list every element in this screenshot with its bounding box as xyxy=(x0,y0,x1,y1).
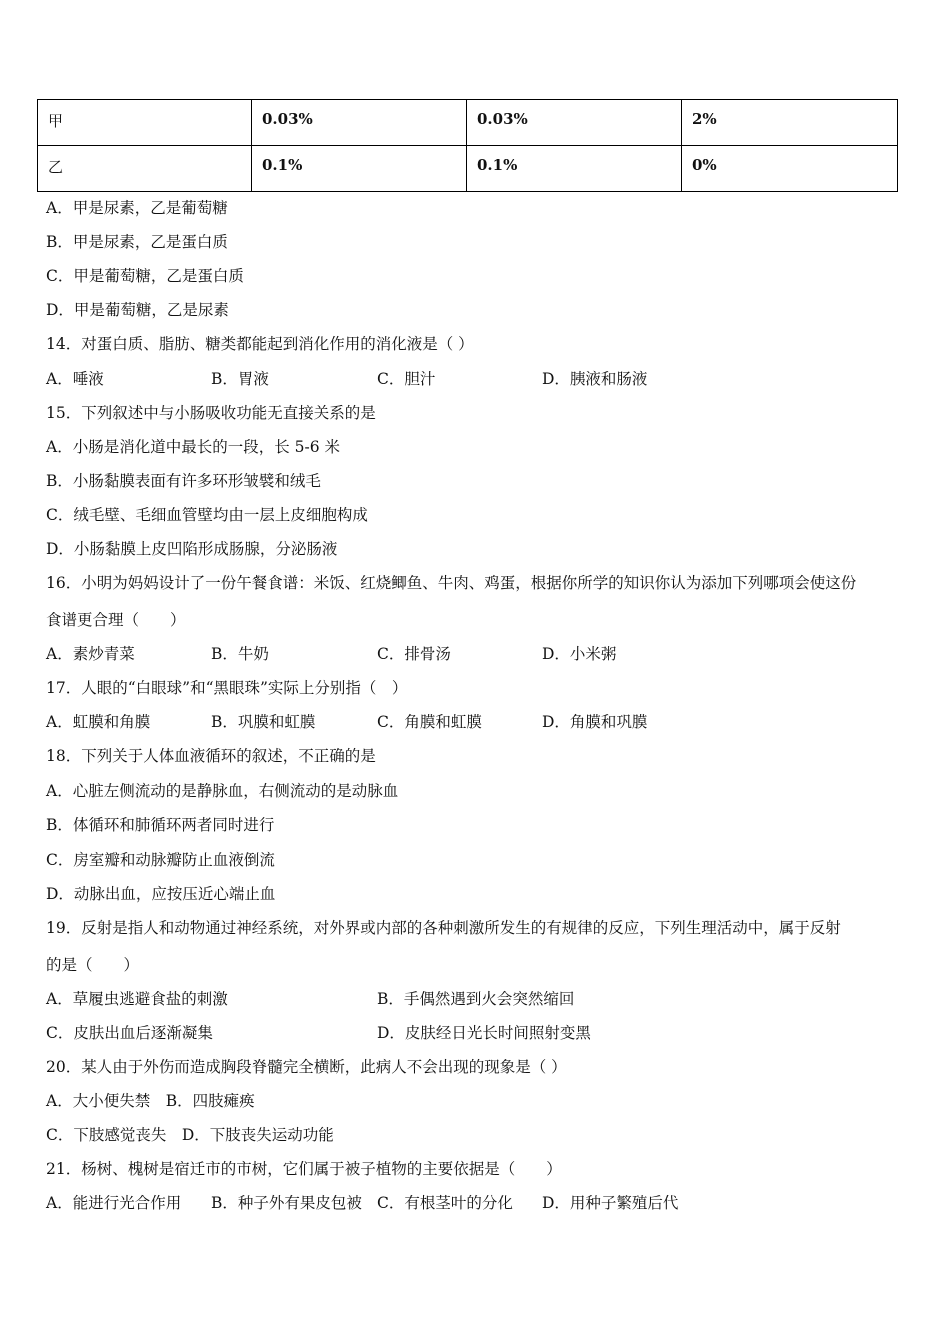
data-table xyxy=(37,99,898,192)
q21-stem: 21．杨树、槐树是宿迁市的市树，它们属于被子植物的主要依据是（ ） xyxy=(46,1160,562,1178)
q15-option-c: C．绒毛壁、毛细血管壁均由一层上皮细胞构成 xyxy=(46,506,368,524)
q19-option-d: D．皮肤经日光长时间照射变黑 xyxy=(377,1024,591,1042)
q20-options-line1: A．大小便失禁 B．四肢瘫痪 xyxy=(46,1092,255,1110)
q16-option-c: C．排骨汤 xyxy=(377,645,451,663)
q20-stem: 20．某人由于外伤而造成胸段脊髓完全横断，此病人不会出现的现象是（ ） xyxy=(46,1058,567,1076)
q14-stem: 14．对蛋白质、脂肪、糖类都能起到消化作用的消化液是（ ） xyxy=(46,335,474,353)
table-cell: 0.1% xyxy=(467,146,682,192)
q18-option-d: D．动脉出血，应按压近心端止血 xyxy=(46,885,276,903)
q17-stem: 17．人眼的“白眼球”和“黑眼珠”实际上分别指（ ） xyxy=(46,679,408,697)
q17-option-b: B．巩膜和虹膜 xyxy=(211,713,316,731)
q13-option-a: A．甲是尿素，乙是葡萄糖 xyxy=(46,199,228,217)
q19-option-b: B．手偶然遇到火会突然缩回 xyxy=(377,990,575,1008)
q13-option-b: B．甲是尿素，乙是蛋白质 xyxy=(46,233,228,251)
q19-option-a: A．草履虫逃避食盐的刺激 xyxy=(46,990,228,1008)
q18-option-b: B．体循环和肺循环两者同时进行 xyxy=(46,816,275,834)
q15-option-a: A．小肠是消化道中最长的一段，长 5-6 米 xyxy=(46,438,341,456)
q15-stem: 15．下列叙述中与小肠吸收功能无直接关系的是 xyxy=(46,404,376,422)
q21-option-b: B．种子外有果皮包被 xyxy=(211,1194,362,1212)
table-cell: 0.1% xyxy=(252,146,467,192)
table-cell: 甲 xyxy=(38,100,252,146)
q16-option-b: B．牛奶 xyxy=(211,645,269,663)
q21-option-c: C．有根茎叶的分化 xyxy=(377,1194,513,1212)
table-cell: 0% xyxy=(682,146,898,192)
q19-option-c: C．皮肤出血后逐渐凝集 xyxy=(46,1024,213,1042)
q14-option-d: D．胰液和肠液 xyxy=(542,370,648,388)
q14-option-b: B．胃液 xyxy=(211,370,269,388)
q21-option-d: D．用种子繁殖后代 xyxy=(542,1194,679,1212)
q17-option-d: D．角膜和巩膜 xyxy=(542,713,648,731)
q16-option-a: A．素炒青菜 xyxy=(46,645,135,663)
q17-option-c: C．角膜和虹膜 xyxy=(377,713,482,731)
q13-option-c: C．甲是葡萄糖，乙是蛋白质 xyxy=(46,267,244,285)
q15-option-b: B．小肠黏膜表面有许多环形皱襞和绒毛 xyxy=(46,472,321,490)
table-cell: 乙 xyxy=(38,146,252,192)
q16-stem-line1: 16．小明为妈妈设计了一份午餐食谱：米饭、红烧鲫鱼、牛肉、鸡蛋，根据你所学的知识你认为添加下列哪项会使这份 xyxy=(46,574,857,592)
q18-option-c: C．房室瓣和动脉瓣防止血液倒流 xyxy=(46,851,275,869)
q17-option-a: A．虹膜和角膜 xyxy=(46,713,151,731)
q18-stem: 18．下列关于人体血液循环的叙述，不正确的是 xyxy=(46,747,376,765)
q16-stem-line2: 食谱更合理（ ） xyxy=(46,611,186,629)
q15-option-d: D．小肠黏膜上皮凹陷形成肠腺，分泌肠液 xyxy=(46,540,338,558)
q14-option-a: A．唾液 xyxy=(46,370,104,388)
q20-options-line2: C．下肢感觉丧失 D．下肢丧失运动功能 xyxy=(46,1126,334,1144)
q14-option-c: C．胆汁 xyxy=(377,370,436,388)
table-cell: 0.03% xyxy=(252,100,467,146)
table-row xyxy=(38,146,898,192)
q21-option-a: A．能进行光合作用 xyxy=(46,1194,182,1212)
table-cell: 0.03% xyxy=(467,100,682,146)
q16-option-d: D．小米粥 xyxy=(542,645,617,663)
q18-option-a: A．心脏左侧流动的是静脉血，右侧流动的是动脉血 xyxy=(46,782,399,800)
q19-stem-line1: 19．反射是指人和动物通过神经系统，对外界或内部的各种刺激所发生的有规律的反应，下列生理活动中，属于反射 xyxy=(46,919,841,937)
table-cell: 2% xyxy=(682,100,898,146)
q19-stem-line2: 的是（ ） xyxy=(46,956,140,974)
q13-option-d: D．甲是葡萄糖，乙是尿素 xyxy=(46,301,229,319)
table-row xyxy=(38,100,898,146)
